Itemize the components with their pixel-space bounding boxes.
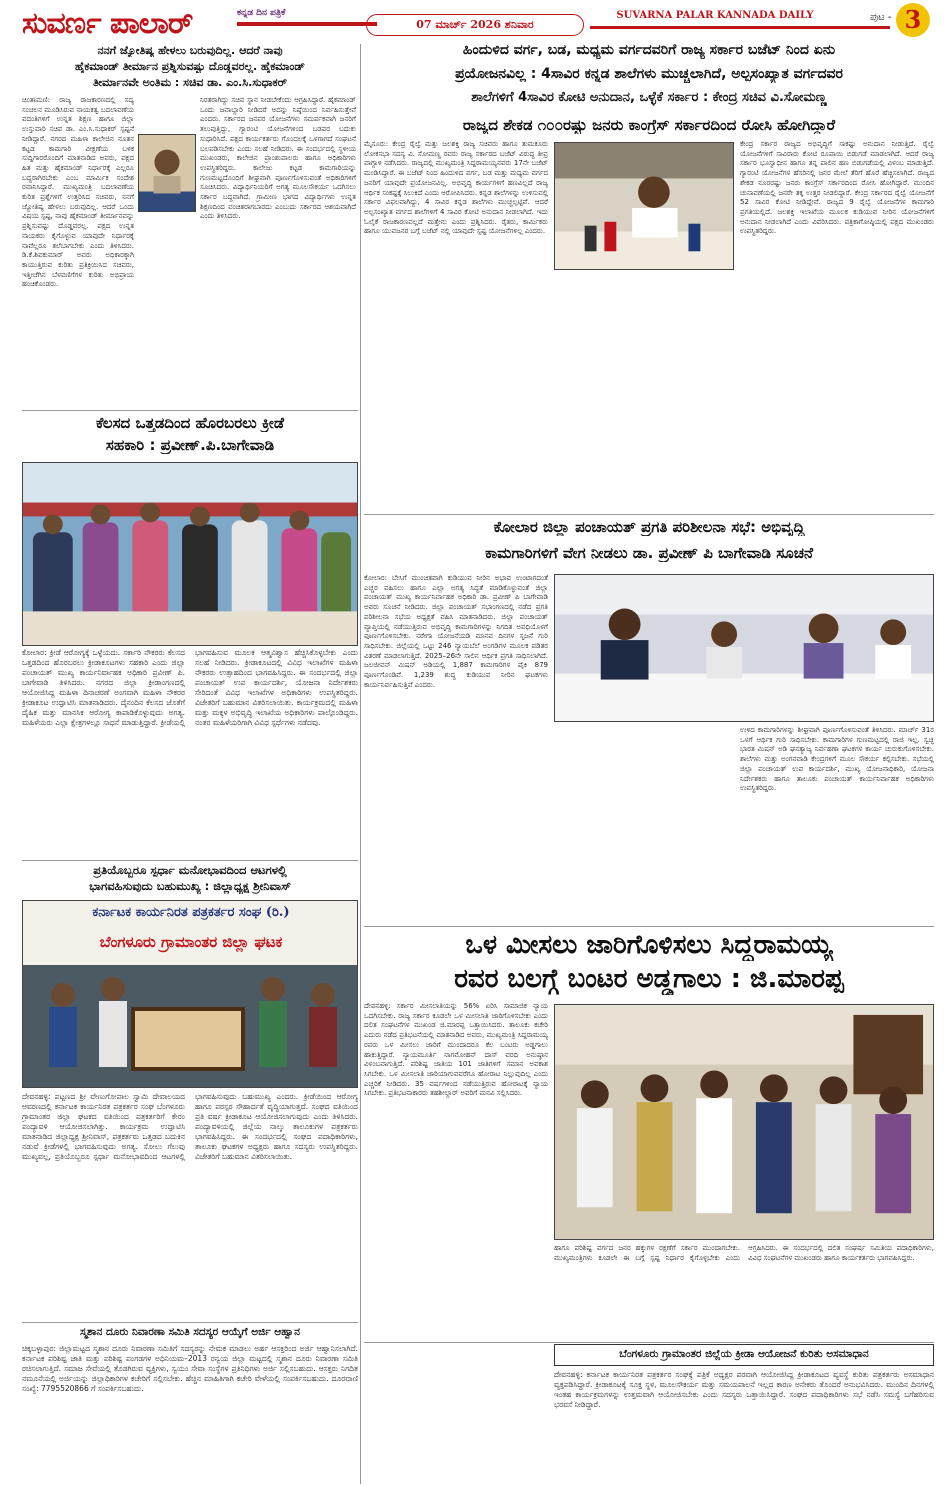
sports-event-photo xyxy=(22,462,358,646)
separator-6 xyxy=(364,1342,934,1343)
banner-line-2: ಬೆಂಗಳೂರು ಗ್ರಾಮಾಂತರ ಜಿಲ್ಲಾ ಘಟಕ xyxy=(99,933,283,951)
carrom-body: ದೇವನಹಳ್ಳಿ: ಪಟ್ಟಣದ ಶ್ರೀ ವೇಣುಗೋಪಾಲ ಸ್ವಾಮಿ ದೇವಾಲಯದ ಆವರಣದಲ್ಲಿ ಕರ್ನಾಟಕ ಕಾರ್ಯನಿರತ ಪತ್ರಕರ್ತರ ಸಂಘ ಬೆಂಗಳೂರು ಗ್ರಾಮಾಂತರ ಜಿಲ್ಲಾ ಘಟಕದ ವತಿಯಿಂದ ಪತ್ರಕರ್ತರಿಗೆ ಕೇರಂ ಪಂದ್ಯಾವಳಿ ಆಯೋಜಿಸಲಾಗಿತ್ತು. ಕಾರ್ಯಕ್ರಮ ಉದ್ಘಾಟಿಸಿ ಮಾತನಾಡಿದ ಜಿಲ್ಲಾಧ್ಯಕ್ಷ ಶ್ರೀನಿವಾಸ್, ಪತ್ರಕರ್ತರು ಒತ್ತಡದ ಬದುಕಿನ ನಡುವೆ ಕ್ರೀಡೆಗಳಲ್ಲಿ ಭಾಗವಹಿಸುವುದು ಅಗತ್ಯ. ಸೋಲು ಗೆಲುವು ಮುಖ್ಯವಲ್ಲ, ಪ್ರತಿಯೊಬ್ಬರೂ ಸ್ಪರ್ಧಾ ಮನೋಭಾವದಿಂದ ಆಟಗಳಲ್ಲಿ ಭಾಗವಹಿಸುವುದು ಬಹುಮುಖ್ಯ ಎಂದರು. ಕ್ರೀಡೆಯಿಂದ ಆರೋಗ್ಯ ಹಾಗೂ ಪರಸ್ಪರ ಸೌಹಾರ್ದತೆ ವೃದ್ಧಿಯಾಗುತ್ತದೆ. ಸಂಘದ ವತಿಯಿಂದ ಪ್ರತಿ ವರ್ಷ ಕ್ರೀಡಾಕೂಟ ಆಯೋಜಿಸಲಾಗುವುದು ಎಂದು ತಿಳಿಸಿದರು. ಪಂದ್ಯಾವಳಿಯಲ್ಲಿ ಜಿಲ್ಲೆಯ ನಾಲ್ಕು ತಾಲೂಕುಗಳ ಪತ್ರಕರ್ತರು ಭಾಗವಹಿಸಿದ್ದರು. ಈ ಸಂದರ್ಭದಲ್ಲಿ ಸಂಘದ ಪದಾಧಿಕಾರಿಗಳು, ತಾಲೂಕು ಘಟಕಗಳ ಅಧ್ಯಕ್ಷರು ಹಾಗೂ ಸದಸ್ಯರು ಉಪಸ್ಥಿತರಿದ್ದರು. ವಿಜೇತರಿಗೆ ಬಹುಮಾನ ವಿತರಿಸಲಾಯಿತು. xyxy=(22,1092,358,1161)
jyotishya-body-col1: ಚಿಂತಾಮಣಿ: ರಾಜ್ಯ ರಾಜಕಾರಣದಲ್ಲಿ ಸದ್ಯ ಸಂಚಲನ ಮೂಡಿಸಿರುವ ನಾಯಕತ್ವ ಬದಲಾವಣೆಯ ವದಂತಿಗಳಿಗೆ ಉನ್ನತ ಶಿಕ್ಷಣ ಹಾಗೂ ಜಿಲ್ಲಾ ಉಸ್ತುವಾರಿ ಸಚಿವ ಡಾ. ಎಂ.ಸಿ.ಸುಧಾಕರ್ ಸ್ಪಷ್ಟನೆ ನೀಡಿದ್ದಾರೆ. ನಗರದ ಮಹಿಳಾ ಕಾಲೇಜಿನ ನೂತನ ಕಟ್ಟಡ ಕಾಮಗಾರಿ ವೀಕ್ಷಣೆಯ ಬಳಿಕ ಸುದ್ದಿಗಾರರೊಂದಿಗೆ ಮಾತನಾಡಿದ ಅವರು, ಪಕ್ಷದ ಹಿತ ಮತ್ತು ಹೈಕಮಾಂಡ್ ನಿರ್ಧಾರಕ್ಕೆ ಎಲ್ಲರೂ ಬದ್ಧರಾಗಿರಬೇಕು ಎಂಬ ಮಾರ್ಮಿಕ ಸಂದೇಶ ರವಾನಿಸಿದ್ದಾರೆ. ಮುಖ್ಯಮಂತ್ರಿ ಬದಲಾವಣೆಯ ಕುರಿತ ಪ್ರಶ್ನೆಗಳಿಗೆ ಉತ್ತರಿಸಿದ ಸಚಿವರು, ನನಗೆ ಜ್ಯೋತಿಷ್ಯ ಹೇಳಲು ಬರುವುದಿಲ್ಲ. ಆದರೆ ಒಂದು ವಿಷಯ ಸ್ಪಷ್ಟ, ನಾವು ಹೈಕಮಾಂಡ್ ತೀರ್ಮಾನವನ್ನು ಪ್ರಶ್ನಿಸುವಷ್ಟು ದೊಡ್ಡವರಲ್ಲ. ಪಕ್ಷದ ಉನ್ನತ ನಾಯಕರು ಕೈಗೊಳ್ಳುವ ಯಾವುದೇ ನಿರ್ಧಾರಕ್ಕೆ ನಾವೆಲ್ಲರೂ ತಲೆಬಾಗಬೇಕು ಎಂದು ತಿಳಿಸಿದರು. ಡಿ.ಕೆ.ಶಿವಕುಮಾರ್ ಅವರು ಅಧಿಕಾರಕ್ಕಾಗಿ ಕಾಯುತ್ತಿರುವ ಕುರಿತು ಪ್ರತಿಕ್ರಿಯಿಸಿದ ಸಚಿವರು, ಇತ್ತೀಚೆಗಿನ ಬೆಳವಣಿಗೆಗಳ ಕುರಿತು ಅಭಿಪ್ರಾಯ ಹಂಚಿಕೊಂಡರು. xyxy=(22,96,134,289)
olamisalu-headline-1: ಒಳ ಮೀಸಲು ಜಾರಿಗೊಳಿಸಲು ಸಿದ್ದರಾಮಯ್ಯ xyxy=(465,930,833,960)
carrom-headline-1: ಪ್ರತಿಯೊಬ್ಬರೂ ಸ್ಪರ್ಧಾ ಮನೋಭಾವದಿಂದ ಆಟಗಳಲ್ಲಿ xyxy=(93,864,287,877)
issue-date: 07 ಮಾರ್ಚ್ 2026 ಶನಿವಾರ xyxy=(366,14,584,36)
separator-3 xyxy=(22,1322,358,1323)
masthead-title: ಸುವರ್ಣ ಪಾಲಾರ್ xyxy=(22,6,193,41)
budget-body-col2: ಕೇಂದ್ರ ಸರ್ಕಾರ ರಾಜ್ಯದ ಅಭಿವೃದ್ಧಿಗೆ ಸಾಕಷ್ಟು ಅನುದಾನ ನೀಡುತ್ತಿದೆ. ರೈಲ್ವೆ ಯೋಜನೆಗಳಿಗೆ ಸಾವಿರಾರು ಕೋಟಿ ರೂಪಾಯಿ ಬಿಡುಗಡೆ ಮಾಡಲಾಗಿದೆ. ಆದರೆ ರಾಜ್ಯ ಸರ್ಕಾರ ಭೂಸ್ವಾಧೀನ ಹಾಗೂ ತನ್ನ ಪಾಲಿನ ಹಣ ಬಿಡುಗಡೆಯಲ್ಲಿ ವಿಳಂಬ ಮಾಡುತ್ತಿದೆ. ಗ್ಯಾರಂಟಿ ಯೋಜನೆಗಳ ಹೆಸರಿನಲ್ಲಿ ಜನರ ಮೇಲೆ ತೆರಿಗೆ ಹೊರೆ ಹೆಚ್ಚಿಸಲಾಗಿದೆ. ರಾಜ್ಯದ ಶೇಕಡ ನೂರರಷ್ಟು ಜನರು ಕಾಂಗ್ರೆಸ್ ಸರ್ಕಾರದಿಂದ ರೋಸಿ ಹೋಗಿದ್ದಾರೆ. ಮುಂದಿನ ಚುನಾವಣೆಯಲ್ಲಿ ಜನರೇ ತಕ್ಕ ಉತ್ತರ ನೀಡಲಿದ್ದಾರೆ. ಕೇಂದ್ರ ಸರ್ಕಾರದ ರೈಲ್ವೆ ಯೋಜನೆಗೆ 52 ಸಾವಿರ ಕೋಟಿ ನೀಡಿದ್ದೇವೆ. ರಾಜ್ಯದ 9 ರೈಲ್ವೆ ಯೋಜನೆಗಳ ಕಾಮಗಾರಿ ಪ್ರಗತಿಯಲ್ಲಿದೆ. ಜಲಶಕ್ತಿ ಇಲಾಖೆಯ ಮೂಲಕ ಕುಡಿಯುವ ನೀರಿನ ಯೋಜನೆಗಳಿಗೆ ಅನುದಾನ ನೀಡಲಾಗಿದೆ ಎಂದು ವಿವರಿಸಿದರು. ಪತ್ರಿಕಾಗೋಷ್ಠಿಯಲ್ಲಿ ಪಕ್ಷದ ಮುಖಂಡರು ಉಪಸ್ಥಿತರಿದ್ದರು. xyxy=(740,140,934,236)
kolar-headline-2: ಕಾಮಗಾರಿಗಳಿಗೆ ವೇಗ ನೀಡಲು ಡಾ. ಪ್ರವೀಣ್ ಪಿ ಬಾಗೇವಾಡಿ ಸೂಚನೆ xyxy=(485,544,813,562)
separator-4 xyxy=(364,514,934,515)
olamisalu-body-col1: ದೇವನಹಳ್ಳಿ: ಸರ್ಕಾರ ಮೀಸಲಾತಿಯನ್ನು 56% ಏರಿಸಿ ಸಾಮಾಜಿಕ ನ್ಯಾಯ ಒದಗಿಸಬೇಕು. ರಾಜ್ಯ ಸರ್ಕಾರ ಕೂಡಲೇ ಒಳ ಮೀಸಲಾತಿ ಜಾರಿಗೊಳಿಸಬೇಕು ಎಂದು ದಲಿತ ಸಂಘಟನೆಗಳ ಮುಖಂಡ ಜಿ.ಮಾರಪ್ಪ ಒತ್ತಾಯಿಸಿದರು. ತಾಲೂಕು ಕಚೇರಿ ಎದುರು ನಡೆದ ಪ್ರತಿಭಟನೆಯಲ್ಲಿ ಮಾತನಾಡಿದ ಅವರು, ಮುಖ್ಯಮಂತ್ರಿ ಸಿದ್ದರಾಮಯ್ಯ ರವರು ಒಳ ಮೀಸಲು ಜಾರಿಗೆ ಮುಂದಾದರೂ ಕೆಲ ಬಂಟರು ಅಡ್ಡಗಾಲು ಹಾಕುತ್ತಿದ್ದಾರೆ. ನ್ಯಾಯಮೂರ್ತಿ ನಾಗಮೋಹನ್ ದಾಸ್ ವರದಿ ಅನುಷ್ಠಾನ ವಿಳಂಬವಾಗುತ್ತಿದೆ. ಪರಿಶಿಷ್ಟ ಜಾತಿಯ 101 ಜಾತಿಗಳಿಗೆ ಸಮಾನ ಅವಕಾಶ ಸಿಗಬೇಕು. ಒಳ ಮೀಸಲಾತಿ ಜಾರಿಯಾಗುವವರೆಗೂ ಹೋರಾಟ ನಿಲ್ಲುವುದಿಲ್ಲ ಎಂದು ಎಚ್ಚರಿಕೆ ನೀಡಿದರು. 35 ವರ್ಷಗಳಿಂದ ನಡೆಯುತ್ತಿರುವ ಹೋರಾಟಕ್ಕೆ ನ್ಯಾಯ ಸಿಗಬೇಕು. ಪ್ರತಿಭಟನಾಕಾರರು ತಹಶೀಲ್ದಾರ್ ಅವರಿಗೆ ಮನವಿ ಸಲ್ಲಿಸಿದರು. xyxy=(364,1002,548,1098)
carrom-headline-2: ಭಾಗವಹಿಸುವುದು ಬಹುಮುಖ್ಯ : ಜಿಲ್ಲಾಧ್ಯಕ್ಷ ಶ್ರೀನಿವಾಸ್ xyxy=(89,880,291,893)
budget-body-col1: ಮೈಸೂರು: ಕೇಂದ್ರ ರೈಲ್ವೆ ಮತ್ತು ಜಲಶಕ್ತಿ ರಾಜ್ಯ ಸಚಿವರು ಹಾಗೂ ತುಮಕೂರು ಲೋಕಸಭಾ ಸದಸ್ಯ ವಿ. ಸೋಮಣ್ಣ ರವರು ರಾಜ್ಯ ಸರ್ಕಾರದ ಬಜೆಟ್ ವಿರುದ್ಧ ತೀವ್ರ ವಾಗ್ದಾಳಿ ನಡೆಸಿದರು. ರಾಜ್ಯದಲ್ಲಿ ಮುಖ್ಯಮಂತ್ರಿ ಸಿದ್ದರಾಮಯ್ಯನವರು 17ನೇ ಬಜೆಟ್ ಮಂಡಿಸಿದ್ದಾರೆ. ಈ ಬಜೆಟ್ ನಿಂದ ಹಿಂದುಳಿದ ವರ್ಗ, ಬಡ ಮತ್ತು ಮಧ್ಯಮ ವರ್ಗದ ಜನರಿಗೆ ಯಾವುದೇ ಪ್ರಯೋಜನವಿಲ್ಲ. ಅಭಿವೃದ್ಧಿ ಕಾರ್ಯಗಳಿಗೆ ಹಣವಿಲ್ಲದೆ ರಾಜ್ಯ ಆರ್ಥಿಕ ಸಂಕಷ್ಟಕ್ಕೆ ಸಿಲುಕಿದೆ ಎಂದು ಆರೋಪಿಸಿದರು. ಕನ್ನಡ ಶಾಲೆಗಳನ್ನು ಉಳಿಸುವಲ್ಲಿ ಸರ್ಕಾರ ವಿಫಲವಾಗಿದ್ದು, 4 ಸಾವಿರ ಕನ್ನಡ ಶಾಲೆಗಳು ಮುಚ್ಚಲ್ಪಟ್ಟಿವೆ. ಆದರೆ ಅಲ್ಪಸಂಖ್ಯಾತ ವರ್ಗದ ಶಾಲೆಗಳಿಗೆ 4 ಸಾವಿರ ಕೋಟಿ ಅನುದಾನ ನೀಡಲಾಗಿದೆ. ಇದು ಓಲೈಕೆ ರಾಜಕಾರಣವಲ್ಲದೆ ಮತ್ತೇನು ಎಂದು ಪ್ರಶ್ನಿಸಿದರು. ರೈತರು, ಕಾರ್ಮಿಕರು ಹಾಗೂ ಯುವಜನರ ಬಗ್ಗೆ ಬಜೆಟ್ ನಲ್ಲಿ ಯಾವುದೇ ಸ್ಪಷ್ಟ ಯೋಜನೆಗಳಿಲ್ಲ ಎಂದರು. xyxy=(364,140,548,236)
olamisalu-headline-2: ರವರ ಬಲಗ್ಗೆ ಬಂಟರ ಅಡ್ಡಗಾಲು : ಜಿ.ಮಾರಪ್ಪ xyxy=(454,964,844,994)
kolar-body-mid xyxy=(554,726,734,922)
kolar-meeting-photo xyxy=(554,574,934,722)
rural-sports-headline: ಬೆಂಗಳೂರು ಗ್ರಾಮಾಂತರ ಜಿಲ್ಲೆಯ ಕ್ರೀಡಾ ಆಯೋಜನೆ ಕುರಿತು ಅಸಮಾಧಾನ xyxy=(619,1348,869,1360)
masthead-tagline: ಕನ್ನಡ ದಿನ ಪತ್ರಿಕೆ xyxy=(237,8,286,18)
daily-name: SUVARNA PALAR KANNADA DAILY xyxy=(616,10,814,21)
page-number-badge: 3 xyxy=(896,3,930,37)
somanna-pressmeet-photo xyxy=(554,142,734,270)
budget-headline-1: ಹಿಂದುಳಿದ ವರ್ಗ, ಬಡ, ಮಧ್ಯಮ ವರ್ಗದವರಿಗೆ ರಾಜ್ಯ ಸರ್ಕಾರ ಬಜೆಟ್ ನಿಂದ ಏನು xyxy=(462,42,836,58)
olamisalu-body-tail xyxy=(364,1344,548,1484)
separator-1 xyxy=(22,410,358,411)
column-divider xyxy=(360,44,361,1484)
jyotishya-headline-3: ತೀರ್ಮಾನವೇ ಅಂತಿಮ : ಸಚಿವ ಡಾ. ಎಂ.ಸಿ.ಸುಧಾಕರ್ xyxy=(93,76,287,89)
budget-headline-2: ಪ್ರಯೋಜನವಿಲ್ಲ : 4ಸಾವಿರ ಕನ್ನಡ ಶಾಲೆಗಳು ಮುಚ್ಚಲಾಗಿದೆ, ಅಲ್ಪಸಂಖ್ಯಾತ ವರ್ಗದವರ xyxy=(455,66,843,82)
masthead xyxy=(22,6,362,42)
separator-2 xyxy=(22,860,358,861)
budget-subhead: ರಾಜ್ಯದ ಶೇಕಡ ೧೦೦ರಷ್ಟು ಜನರು ಕಾಂಗ್ರೆಸ್ ಸರ್ಕಾರದಿಂದ ರೋಸಿ ಹೋಗಿದ್ದಾರೆ xyxy=(462,116,836,134)
page-label: ಪುಟ - xyxy=(870,12,892,23)
olamisalu-body-col2: ಹಾಗೂ ಪರಿಶಿಷ್ಟ ವರ್ಗದ ಜನರ ಹಕ್ಕುಗಳ ರಕ್ಷಣೆಗೆ ಸರ್ಕಾರ ಮುಂದಾಗಬೇಕು. ಮುಖ್ಯಮಂತ್ರಿಗಳು ಕೂಡಲೇ ಈ ಬಗ್ಗೆ ಸ್ಪಷ್ಟ ನಿರ್ಧಾರ ಕೈಗೊಳ್ಳಬೇಕು ಎಂದು ಆಗ್ರಹಿಸಿದರು. ಈ ಸಂದರ್ಭದಲ್ಲಿ ದಲಿತ ಸಂಘರ್ಷ ಸಮಿತಿಯ ಪದಾಧಿಕಾರಿಗಳು, ವಿವಿಧ ಸಂಘಟನೆಗಳ ಮುಖಂಡರು ಹಾಗೂ ಕಾರ್ಯಕರ್ತರು ಭಾಗವಹಿಸಿದ್ದರು. xyxy=(554,1244,934,1262)
sports-headline-2: ಸಹಕಾರಿ : ಪ್ರವೀಣ್.ಪಿ.ಬಾಗೇವಾಡಿ xyxy=(105,436,275,454)
rural-sports-headline-box xyxy=(554,1344,934,1366)
sports-headline-1: ಕೆಲಸದ ಒತ್ತಡದಿಂದ ಹೊರಬರಲು ಕ್ರೀಡೆ xyxy=(95,414,284,432)
banner-line-1: ಕರ್ನಾಟಕ ಕಾರ್ಯನಿರತ ಪತ್ರಕರ್ತರ ಸಂಘ (ರಿ.) xyxy=(92,905,290,920)
committee-body: ಚಿಕ್ಕಬಳ್ಳಾಪುರ: ಜಿಲ್ಲಾಮಟ್ಟದ ಸ್ಮಶಾನ ದೂರು ನಿವಾರಣಾ ಸಮಿತಿಗೆ ಸದಸ್ಯರನ್ನು ನೇಮಕ ಮಾಡಲು ಅರ್ಹ ಆಸಕ್ತರಿಂದ ಅರ್ಜಿ ಆಹ್ವಾನಿಸಲಾಗಿದೆ. ಕರ್ನಾಟಕ ಪರಿಶಿಷ್ಟ ಜಾತಿ ಮತ್ತು ಪರಿಶಿಷ್ಟ ಪಂಗಡಗಳ ಅಧಿನಿಯಮ–2013 ರನ್ವಯ ಜಿಲ್ಲಾ ಮಟ್ಟದಲ್ಲಿ ಸ್ಮಶಾನ ದೂರು ನಿವಾರಣಾ ಸಮಿತಿ ರಚಿಸಲಾಗುತ್ತಿದೆ. ಸಮಾಜ ಸೇವೆಯಲ್ಲಿ ತೊಡಗಿರುವ ವ್ಯಕ್ತಿಗಳು, ಸ್ವಯಂ ಸೇವಾ ಸಂಸ್ಥೆಗಳ ಪ್ರತಿನಿಧಿಗಳು ಅರ್ಜಿ ಸಲ್ಲಿಸಬಹುದು. ಆಸಕ್ತರು ನಿಗದಿತ ನಮೂನೆಯಲ್ಲಿ ಅರ್ಜಿಯನ್ನು ಜಿಲ್ಲಾಧಿಕಾರಿಗಳ ಕಚೇರಿಗೆ ಸಲ್ಲಿಸಬೇಕು. ಹೆಚ್ಚಿನ ಮಾಹಿತಿಗಾಗಿ ಕಚೇರಿ ವೇಳೆಯಲ್ಲಿ ಸಂಪರ್ಕಿಸಬಹುದು. ದೂರವಾಣಿ ಸಂಖ್ಯೆ: 7795520866 ಗೆ ಸಂಪರ್ಕಿಸಬಹುದು. xyxy=(22,1344,358,1393)
rural-sports-body: ದೇವನಹಳ್ಳಿ: ಕರ್ನಾಟಕ ಕಾರ್ಯನಿರತ ಪತ್ರಕರ್ತರ ಸಂಘಕ್ಕೆ ಪತ್ರಿಕೆ ಅಧ್ಯಕ್ಷರ ಪರವಾಗಿ ಆಯೋಜಿಸಿದ್ದ ಕ್ರೀಡಾಕೂಟದ ವ್ಯವಸ್ಥೆ ಕುರಿತು ಪತ್ರಕರ್ತರು ಅಸಮಾಧಾನ ವ್ಯಕ್ತಪಡಿಸಿದ್ದಾರೆ. ಕ್ರೀಡಾಕೂಟಕ್ಕೆ ಸೂಕ್ತ ಸ್ಥಳ, ಮೂಲಸೌಕರ್ಯ ಮತ್ತು ಸಮಯಪಾಲನೆ ಇಲ್ಲದ ಕಾರಣ ಅನೇಕರು ತೊಂದರೆ ಅನುಭವಿಸಿದರು. ಮುಂದಿನ ದಿನಗಳಲ್ಲಿ ಇಂತಹ ಕಾರ್ಯಕ್ರಮಗಳನ್ನು ಉತ್ತಮವಾಗಿ ಆಯೋಜಿಸಬೇಕು ಎಂದು ಸದಸ್ಯರು ಒತ್ತಾಯಿಸಿದ್ದಾರೆ. ಸಂಘದ ಪದಾಧಿಕಾರಿಗಳು ಸಭೆ ನಡೆಸಿ ಸಮಸ್ಯೆ ಬಗೆಹರಿಸುವ ಭರವಸೆ ನೀಡಿದ್ದಾರೆ. xyxy=(554,1370,934,1409)
jyotishya-headline-1: ನನಗೆ ಜ್ಯೋತಿಷ್ಯ ಹೇಳಲು ಬರುವುದಿಲ್ಲ. ಆದರೆ ನಾವು xyxy=(97,44,283,57)
jyotishya-body-col2: ನಿರತರಾಗಿದ್ದು ಸಚಿವ ಸ್ಥಾನ ನೀಡಬೇಕೆಂದು ಆಗ್ರಹಿಸಿದ್ದಾರೆ. ಹೈಕಮಾಂಡ್ ಒಂದು ಜವಾಬ್ದಾರಿ ನೀಡಿದರೆ ಅದನ್ನು ನಿಷ್ಠೆಯಿಂದ ನಿರ್ವಹಿಸುತ್ತೇವೆ ಎಂದರು. ಸರ್ಕಾರದ ಜನಪರ ಯೋಜನೆಗಳು ಸಮರ್ಪಕವಾಗಿ ಜನರಿಗೆ ತಲುಪುತ್ತಿದ್ದು, ಗ್ಯಾರಂಟಿ ಯೋಜನೆಗಳಿಂದ ಬಡವರ ಬದುಕು ಸುಧಾರಿಸಿದೆ. ಪಕ್ಷದ ಕಾರ್ಯಕರ್ತರು ಗೊಂದಲಕ್ಕೆ ಒಳಗಾಗದೆ ಸಂಘಟನೆ ಬಲಪಡಿಸಬೇಕು ಎಂದು ಸಲಹೆ ನೀಡಿದರು. ಈ ಸಂದರ್ಭದಲ್ಲಿ ಸ್ಥಳೀಯ ಮುಖಂಡರು, ಕಾಲೇಜಿನ ಪ್ರಾಂಶುಪಾಲರು ಹಾಗೂ ಅಧಿಕಾರಿಗಳು ಉಪಸ್ಥಿತರಿದ್ದರು. ಕಾಲೇಜು ಕಟ್ಟಡ ಕಾಮಗಾರಿಯನ್ನು ಗುಣಮಟ್ಟದೊಂದಿಗೆ ಶೀಘ್ರವಾಗಿ ಪೂರ್ಣಗೊಳಿಸುವಂತೆ ಅಧಿಕಾರಿಗಳಿಗೆ ಸೂಚಿಸಿದರು. ವಿದ್ಯಾರ್ಥಿನಿಯರಿಗೆ ಅಗತ್ಯ ಮೂಲಸೌಕರ್ಯ ಒದಗಿಸಲು ಸರ್ಕಾರ ಬದ್ಧವಾಗಿದೆ. ಗ್ರಾಮೀಣ ಭಾಗದ ವಿದ್ಯಾರ್ಥಿಗಳು ಉನ್ನತ ಶಿಕ್ಷಣದಿಂದ ವಂಚಿತರಾಗಬಾರದು ಎಂಬುದು ಸರ್ಕಾರದ ಆಶಯವಾಗಿದೆ ಎಂದು ತಿಳಿಸಿದರು. xyxy=(200,96,356,221)
kolar-headline-1: ಕೋಲಾರ ಜಿಲ್ಲಾ ಪಂಚಾಯತ್ ಪ್ರಗತಿ ಪರಿಶೀಲನಾ ಸಭೆ: ಅಭಿವೃದ್ಧಿ xyxy=(493,518,805,536)
committee-headline: ಸ್ಮಶಾನ ದೂರು ನಿವಾರಣಾ ಸಮಿತಿ ಸದಸ್ಯರ ಆಯ್ಕೆಗೆ ಅರ್ಜಿ ಆಹ್ವಾನ xyxy=(80,1326,300,1338)
protest-photo xyxy=(554,1004,934,1240)
header-rule xyxy=(590,26,890,29)
association-banner xyxy=(23,901,358,965)
jyotishya-headline-2: ಹೈಕಮಾಂಡ್ ತೀರ್ಮಾನ ಪ್ರಶ್ನಿಸುವಷ್ಟು ದೊಡ್ಡವರಲ್ಲ. ಹೈಕಮಾಂಡ್ xyxy=(75,60,305,73)
sports-body: ಕೋಲಾರ: ಕ್ರೀಡೆ ಆರೋಗ್ಯಕ್ಕೆ ಒಳ್ಳೆಯದು. ಸರ್ಕಾರಿ ನೌಕರರು ಕೆಲಸದ ಒತ್ತಡದಿಂದ ಹೊರಬರಲು ಕ್ರೀಡಾಕೂಟಗಳು ಸಹಕಾರಿ ಎಂದು ಜಿಲ್ಲಾ ಪಂಚಾಯತ್ ಮುಖ್ಯ ಕಾರ್ಯನಿರ್ವಾಹಕ ಅಧಿಕಾರಿ ಪ್ರವೀಣ್ ಪಿ. ಬಾಗೇವಾಡಿ ತಿಳಿಸಿದರು. ನಗರದ ಜಿಲ್ಲಾ ಕ್ರೀಡಾಂಗಣದಲ್ಲಿ ಆಯೋಜಿಸಿದ್ದ ಮಹಿಳಾ ದಿನಾಚರಣೆ ಅಂಗವಾಗಿ ಮಹಿಳಾ ನೌಕರರ ಕ್ರೀಡಾಕೂಟ ಉದ್ಘಾಟಿಸಿ ಮಾತನಾಡಿದರು. ದೈನಂದಿನ ಕೆಲಸದ ಜೊತೆಗೆ ದೈಹಿಕ ಮತ್ತು ಮಾನಸಿಕ ಆರೋಗ್ಯ ಕಾಪಾಡಿಕೊಳ್ಳುವುದು ಅಗತ್ಯ. ಮಹಿಳೆಯರು ಎಲ್ಲಾ ಕ್ಷೇತ್ರಗಳಲ್ಲೂ ಸಾಧನೆ ಮಾಡುತ್ತಿದ್ದಾರೆ. ಕ್ರೀಡೆಯಲ್ಲಿ ಭಾಗವಹಿಸುವ ಮೂಲಕ ಆತ್ಮವಿಶ್ವಾಸ ಹೆಚ್ಚಿಸಿಕೊಳ್ಳಬೇಕು ಎಂದು ಸಲಹೆ ನೀಡಿದರು. ಕ್ರೀಡಾಕೂಟದಲ್ಲಿ ವಿವಿಧ ಇಲಾಖೆಗಳ ಮಹಿಳಾ ನೌಕರರು ಉತ್ಸಾಹದಿಂದ ಭಾಗವಹಿಸಿದ್ದರು. ಈ ಸಂದರ್ಭದಲ್ಲಿ ಜಿಲ್ಲಾ ಪಂಚಾಯತ್ ಉಪ ಕಾರ್ಯದರ್ಶಿ, ಯೋಜನಾ ನಿರ್ದೇಶಕರು ಸೇರಿದಂತೆ ವಿವಿಧ ಇಲಾಖೆಗಳ ಅಧಿಕಾರಿಗಳು ಉಪಸ್ಥಿತರಿದ್ದರು. ವಿಜೇತರಿಗೆ ಬಹುಮಾನ ವಿತರಿಸಲಾಯಿತು. ಕಾರ್ಯಕ್ರಮದಲ್ಲಿ ಮಹಿಳಾ ಮತ್ತು ಮಕ್ಕಳ ಅಭಿವೃದ್ಧಿ ಇಲಾಖೆಯ ಅಧಿಕಾರಿಗಳು ಪಾಲ್ಗೊಂಡಿದ್ದರು. ನಂತರ ಮಹಿಳೆಯರಿಗಾಗಿ ವಿವಿಧ ಸ್ಪರ್ಧೆಗಳು ನಡೆದವು. xyxy=(22,648,358,727)
kolar-body-col2: ಉಳಿದ ಕಾಮಗಾರಿಗಳನ್ನು ಶೀಘ್ರವಾಗಿ ಪೂರ್ಣಗೊಳಿಸುವಂತೆ ತಿಳಿಸಿದರು. ಮಾರ್ಚ್ 31ರ ಒಳಗೆ ಆರ್ಥಿಕ ಗುರಿ ಸಾಧಿಸಬೇಕು. ಕಾಮಗಾರಿಗಳ ಗುಣಮಟ್ಟದಲ್ಲಿ ರಾಜಿ ಇಲ್ಲ. ಸ್ವಚ್ಛ ಭಾರತ ಮಿಷನ್ ಅಡಿ ಘನತ್ಯಾಜ್ಯ ನಿರ್ವಹಣಾ ಘಟಕಗಳ ಕಾರ್ಯ ಚುರುಕುಗೊಳಿಸಬೇಕು. ಶಾಲೆಗಳು ಮತ್ತು ಅಂಗನವಾಡಿ ಕೇಂದ್ರಗಳಿಗೆ ಮೂಲ ಸೌಕರ್ಯ ಕಲ್ಪಿಸಬೇಕು. ಸಭೆಯಲ್ಲಿ ಜಿಲ್ಲಾ ಪಂಚಾಯತ್ ಉಪ ಕಾರ್ಯದರ್ಶಿ, ಮುಖ್ಯ ಯೋಜನಾಧಿಕಾರಿ, ಯೋಜನಾ ನಿರ್ದೇಶಕರು ಹಾಗೂ ತಾಲೂಕು ಪಂಚಾಯತ್ ಕಾರ್ಯನಿರ್ವಾಹಕ ಅಧಿಕಾರಿಗಳು ಉಪಸ್ಥಿತರಿದ್ದರು. xyxy=(740,726,934,793)
kolar-body-col1: ಕೋಲಾರ: ಬೇಸಿಗೆ ಮುಂಚಿತವಾಗಿ ಕುಡಿಯುವ ನೀರಿನ ಅಭಾವ ಉಂಟಾಗದಂತೆ ಎಚ್ಚರ ವಹಿಸಲು ಹಾಗೂ ಎಲ್ಲಾ ಅಗತ್ಯ ಸಿದ್ಧತೆ ಮಾಡಿಕೊಳ್ಳುವಂತೆ ಜಿಲ್ಲಾ ಪಂಚಾಯತ್ ಮುಖ್ಯ ಕಾರ್ಯನಿರ್ವಾಹಕ ಅಧಿಕಾರಿ ಡಾ. ಪ್ರವೀಣ್ ಪಿ ಬಾಗೇವಾಡಿ ಅವರು ಸೂಚನೆ ನೀಡಿದರು. ಜಿಲ್ಲಾ ಪಂಚಾಯತ್ ಸಭಾಂಗಣದಲ್ಲಿ ನಡೆದ ಪ್ರಗತಿ ಪರಿಶೀಲನಾ ಸಭೆಯ ಅಧ್ಯಕ್ಷತೆ ವಹಿಸಿ ಮಾತನಾಡಿದರು. ಜಿಲ್ಲಾ ಪಂಚಾಯತ್ ವ್ಯಾಪ್ತಿಯಲ್ಲಿ ನಡೆಯುತ್ತಿರುವ ಅಭಿವೃದ್ಧಿ ಕಾಮಗಾರಿಗಳನ್ನು ನಿಗದಿತ ಅವಧಿಯೊಳಗೆ ಪೂರ್ಣಗೊಳಿಸಬೇಕು. ನರೇಗಾ ಯೋಜನೆಯಡಿ ಮಾನವ ದಿನಗಳ ಸೃಜನೆ ಗುರಿ ಸಾಧಿಸಬೇಕು. ಜಿಲ್ಲೆಯಲ್ಲಿ ಒಟ್ಟು 246 ನ್ಯಾಯಬೆಲೆ ಅಂಗಡಿಗಳ ಮೂಲಕ ಪಡಿತರ ವಿತರಣೆ ಮಾಡಲಾಗುತ್ತಿದೆ. 2025–26ನೇ ಸಾಲಿನ ಆರ್ಥಿಕ ಪ್ರಗತಿ ಸಾಧಿಸಲಾಗಿದೆ. ಜಲಜೀವನ್ ಮಿಷನ್ ಅಡಿಯಲ್ಲಿ 1,887 ಕಾಮಗಾರಿಗಳ ಪೈಕಿ 879 ಪೂರ್ಣಗೊಂಡಿವೆ. 1,239 ಶುದ್ಧ ಕುಡಿಯುವ ನೀರಿನ ಘಟಕಗಳು ಕಾರ್ಯನಿರ್ವಹಿಸುತ್ತಿವೆ ಎಂದರು. xyxy=(364,574,548,689)
budget-headline-3: ಶಾಲೆಗಳಿಗೆ 4ಸಾವಿರ ಕೋಟಿ ಅನುದಾನ, ಒಳ್ಳೆಕೆ ಸರ್ಕಾರ : ಕೇಂದ್ರ ಸಚಿವ ವಿ.ಸೋಮಣ್ಣ xyxy=(471,90,827,105)
minister-portrait-photo xyxy=(138,134,196,212)
carrom-event-photo xyxy=(22,900,358,1088)
masthead-underline xyxy=(237,22,377,26)
jyotishya-body-wrap xyxy=(138,216,196,408)
separator-5 xyxy=(364,926,934,927)
